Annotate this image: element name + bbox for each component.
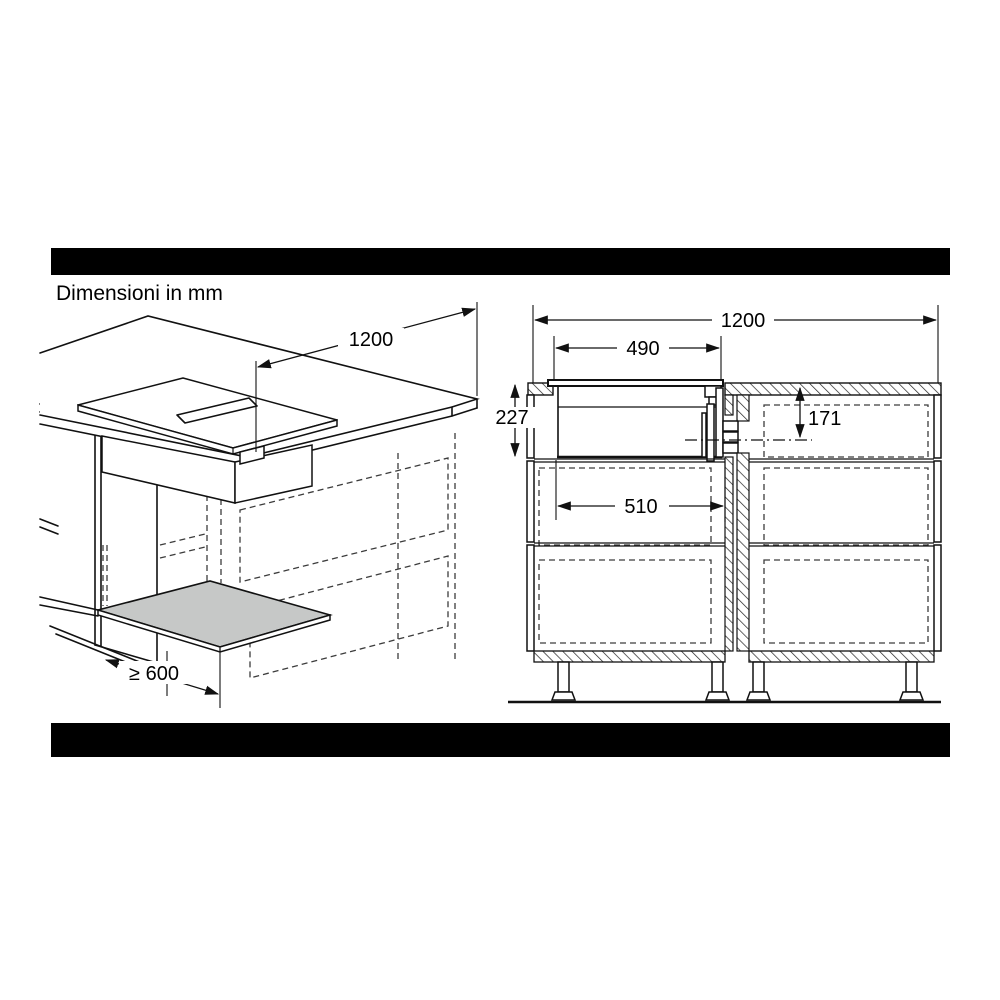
dim-clearance bbox=[106, 648, 220, 708]
section-view bbox=[488, 305, 941, 702]
dim-cutout-width bbox=[554, 336, 721, 381]
dim-total-width bbox=[533, 305, 938, 383]
dim-cutout-width-label: 490 bbox=[626, 338, 660, 360]
dim-install-height-label: 227 bbox=[495, 407, 529, 429]
hob-flange bbox=[548, 380, 723, 405]
dim-length-label: 1200 bbox=[348, 329, 394, 351]
dim-duct-center-label: 171 bbox=[808, 408, 842, 430]
hob-tub bbox=[557, 386, 723, 461]
dim-niche-width bbox=[556, 460, 725, 522]
base-shelf bbox=[98, 581, 330, 652]
shelf-lines bbox=[534, 459, 934, 546]
dim-total-width-label: 1200 bbox=[720, 310, 766, 332]
dim-clearance-label: ≥ 600 bbox=[129, 663, 179, 685]
top-bar bbox=[51, 248, 950, 275]
dim-niche-width-label: 510 bbox=[624, 496, 658, 518]
page-title: Dimensioni in mm bbox=[56, 282, 223, 305]
isometric-view bbox=[40, 302, 477, 708]
duct-plate bbox=[707, 404, 714, 461]
cabinet-legs bbox=[508, 662, 941, 702]
bottom-bar bbox=[51, 723, 950, 757]
cabinet-bottoms bbox=[534, 651, 934, 662]
